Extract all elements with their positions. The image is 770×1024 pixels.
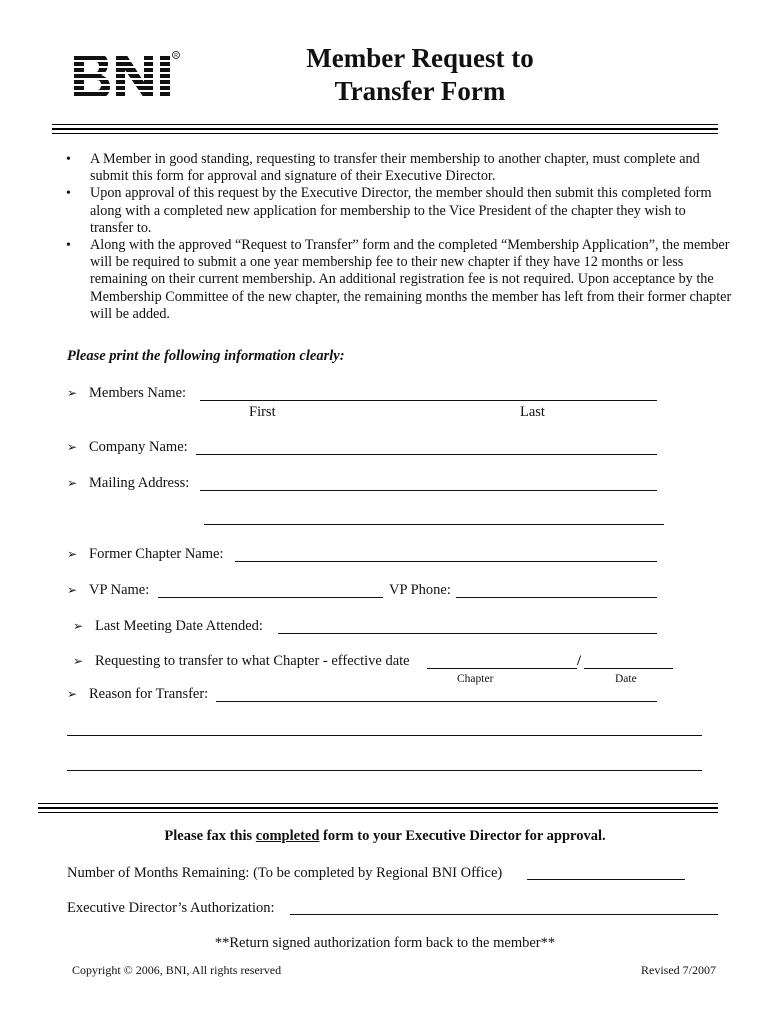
- vp-phone-label: VP Phone:: [389, 582, 451, 598]
- members-name-field[interactable]: [200, 400, 657, 401]
- last-meeting-label: ➢ Last Meeting Date Attended:: [73, 618, 263, 634]
- arrow-icon: ➢: [67, 547, 78, 561]
- arrow-icon: ➢: [67, 687, 78, 701]
- vp-name-field[interactable]: [158, 597, 383, 598]
- reason-field-3[interactable]: [67, 770, 702, 771]
- former-chapter-field[interactable]: [235, 561, 657, 562]
- footer-divider: [38, 812, 718, 813]
- header-divider: [52, 133, 718, 134]
- list-item: • Upon approval of this request by the Executive Director, the member should then submit this completed form along with a completed new application for membership to the Vice President of the chapter they wish to transfer to.: [66, 185, 712, 236]
- months-remaining-field[interactable]: [527, 879, 685, 880]
- copyright-text: Copyright © 2006, BNI, All rights reserved: [72, 963, 282, 977]
- mailing-address-field[interactable]: [200, 490, 657, 491]
- ed-authorization-field[interactable]: [290, 914, 718, 915]
- list-item: • A Member in good standing, requesting to transfer their membership to another chapter, must complete and submit this form for approval and signature of their Executive Director.: [66, 151, 700, 185]
- arrow-icon: ➢: [73, 619, 84, 633]
- mailing-address-label: ➢ Mailing Address:: [67, 475, 190, 491]
- ed-authorization-label: Executive Director’s Authorization:: [67, 900, 275, 916]
- former-chapter-label: ➢ Former Chapter Name:: [67, 546, 224, 562]
- list-item: • Along with the approved “Request to Transfer” form and the completed “Membership Application”, the member will be required to submit a one year membership fee to their new chapter if they have 12 months or less remaining on their current membership. An additional registration fee is not required. Upon acceptance by the Membership Committee of the new chapter, the remaining months the member has left from their former chapter will be added.: [66, 237, 732, 322]
- header-divider: [52, 128, 718, 130]
- last-meeting-field[interactable]: [278, 633, 657, 634]
- vp-name-label: ➢ VP Name:: [67, 582, 150, 598]
- arrow-icon: ➢: [67, 476, 78, 490]
- footer-divider: [38, 807, 718, 809]
- requesting-label: ➢ Requesting to transfer to what Chapter - effective date: [73, 653, 410, 669]
- footer-divider: [38, 803, 718, 804]
- form-title-line2: Transfer Form: [334, 76, 506, 106]
- vp-phone-field[interactable]: [456, 597, 657, 598]
- chapter-caption: Chapter: [457, 673, 494, 685]
- svg-text:R: R: [174, 53, 178, 59]
- bullet-icon: •: [66, 186, 71, 202]
- effective-date-field[interactable]: [584, 668, 673, 669]
- reason-label: ➢ Reason for Transfer:: [67, 686, 209, 702]
- bullet-icon: •: [66, 238, 71, 254]
- instructions-list: [62, 151, 732, 323]
- bni-logo: [72, 50, 182, 102]
- members-name-label: ➢ Members Name:: [67, 385, 187, 401]
- last-caption: Last: [520, 404, 545, 420]
- months-remaining-label: Number of Months Remaining: (To be completed by Regional BNI Office): [67, 865, 503, 881]
- arrow-icon: ➢: [73, 654, 84, 668]
- first-caption: First: [249, 404, 276, 420]
- arrow-icon: ➢: [67, 583, 78, 597]
- date-caption: Date: [615, 673, 637, 685]
- form-title-line1: Member Request to: [306, 43, 534, 73]
- company-name-label: ➢ Company Name:: [67, 439, 188, 455]
- return-note: **Return signed authorization form back to the member**: [214, 935, 556, 951]
- company-name-field[interactable]: [196, 454, 657, 455]
- reason-field-2[interactable]: [67, 735, 702, 736]
- print-instructions: Please print the following information clearly:: [67, 348, 345, 364]
- fax-instructions: Please fax this completed form to your Executive Director for approval.: [164, 828, 606, 844]
- arrow-icon: ➢: [67, 440, 78, 454]
- new-chapter-field[interactable]: [427, 668, 577, 669]
- revision-date: Revised 7/2007: [641, 963, 716, 977]
- reason-field[interactable]: [216, 701, 657, 702]
- mailing-address-field-2[interactable]: [204, 524, 664, 525]
- header-divider: [52, 124, 718, 125]
- chapter-date-separator: /: [577, 653, 582, 669]
- arrow-icon: ➢: [67, 386, 78, 400]
- bullet-icon: •: [66, 152, 71, 167]
